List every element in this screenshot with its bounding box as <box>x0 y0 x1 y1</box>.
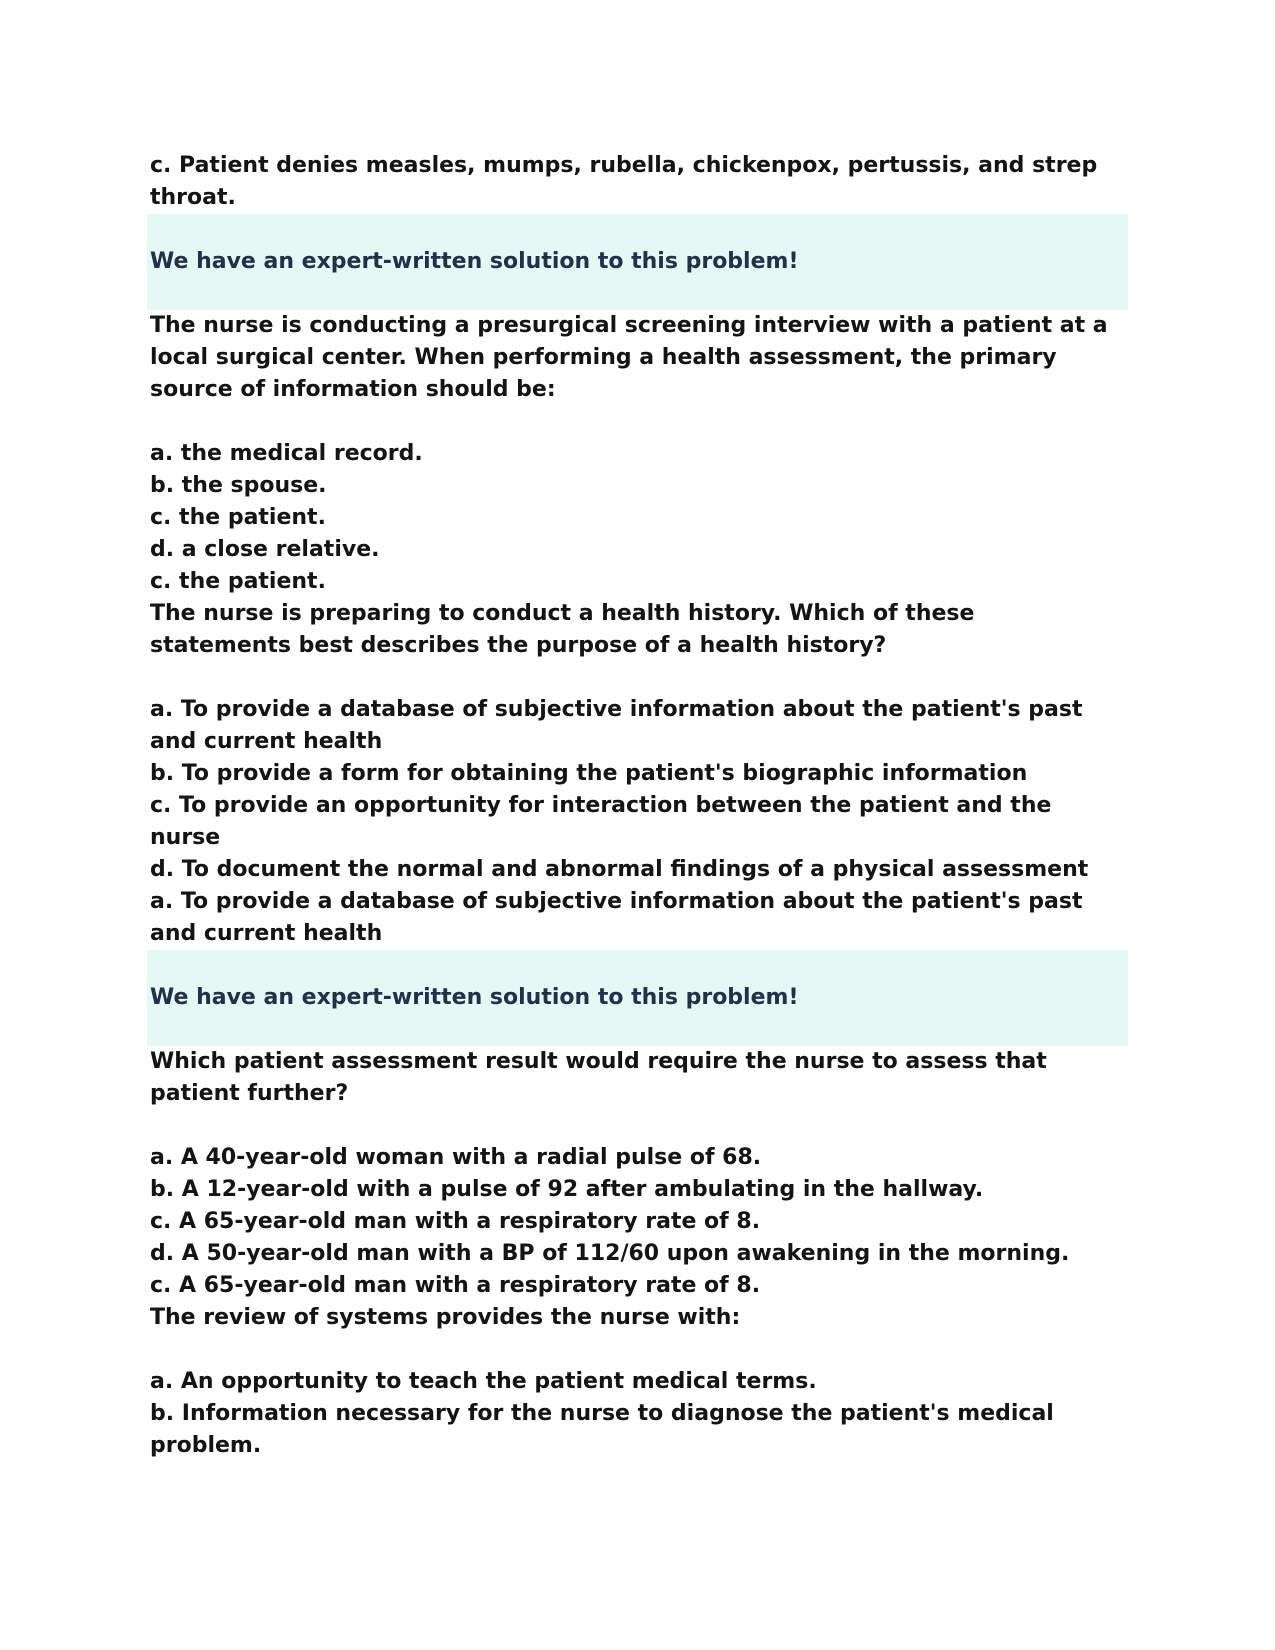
option-line: a. An opportunity to teach the patient medical terms. <box>150 1369 817 1394</box>
answer-line: c. A 65-year-old man with a respiratory rate of 8. <box>150 1273 761 1298</box>
expert-solution-banner[interactable] <box>147 950 1128 1046</box>
question-stem-line: The review of systems provides the nurse with: <box>150 1305 741 1330</box>
question-stem-line: Which patient assessment result would require the nurse to assess that <box>150 1049 1047 1074</box>
document-content <box>150 150 1128 1462</box>
spacer <box>150 1334 1128 1366</box>
option-line: a. A 40-year-old woman with a radial pulse of 68. <box>150 1145 762 1170</box>
spacer <box>150 662 1128 694</box>
question-stem-line: The nurse is preparing to conduct a health history. Which of these <box>150 601 975 626</box>
option-line: d. a close relative. <box>150 537 380 562</box>
option-line: and current health <box>150 729 383 754</box>
answer-line: throat. <box>150 185 236 210</box>
option-line: b. To provide a form for obtaining the patient's biographic information <box>150 761 1028 786</box>
spacer <box>150 406 1128 438</box>
question-stem-line: source of information should be: <box>150 377 556 402</box>
option-line: c. To provide an opportunity for interaction between the patient and the <box>150 793 1052 818</box>
option-line: nurse <box>150 825 221 850</box>
option-line: b. Information necessary for the nurse to diagnose the patient's medical <box>150 1401 1054 1426</box>
question-stem-line: patient further? <box>150 1081 349 1106</box>
answer-line: c. the patient. <box>150 569 326 594</box>
spacer <box>150 1110 1128 1142</box>
option-line: d. To document the normal and abnormal findings of a physical assessment <box>150 857 1089 882</box>
question-stem-line: statements best describes the purpose of a health history? <box>150 633 887 658</box>
question-stem-line: The nurse is conducting a presurgical screening interview with a patient at a <box>150 313 1108 338</box>
expert-solution-banner[interactable] <box>147 214 1128 310</box>
question-stem-line: local surgical center. When performing a health assessment, the primary <box>150 345 1057 370</box>
answer-line: a. To provide a database of subjective information about the patient's past <box>150 889 1083 914</box>
option-line: a. the medical record. <box>150 441 423 466</box>
option-line: c. A 65-year-old man with a respiratory rate of 8. <box>150 1209 761 1234</box>
option-line: c. the patient. <box>150 505 326 530</box>
expert-solution-text[interactable]: We have an expert-written solution to this problem! <box>150 985 799 1010</box>
option-line: b. A 12-year-old with a pulse of 92 after ambulating in the hallway. <box>150 1177 984 1202</box>
option-line: problem. <box>150 1433 262 1458</box>
answer-line: and current health <box>150 921 383 946</box>
option-line: d. A 50-year-old man with a BP of 112/60 upon awakening in the morning. <box>150 1241 1070 1266</box>
answer-line: c. Patient denies measles, mumps, rubella, chickenpox, pertussis, and strep <box>150 153 1098 178</box>
option-line: b. the spouse. <box>150 473 327 498</box>
option-line: a. To provide a database of subjective information about the patient's past <box>150 697 1083 722</box>
expert-solution-text[interactable]: We have an expert-written solution to this problem! <box>150 249 799 274</box>
